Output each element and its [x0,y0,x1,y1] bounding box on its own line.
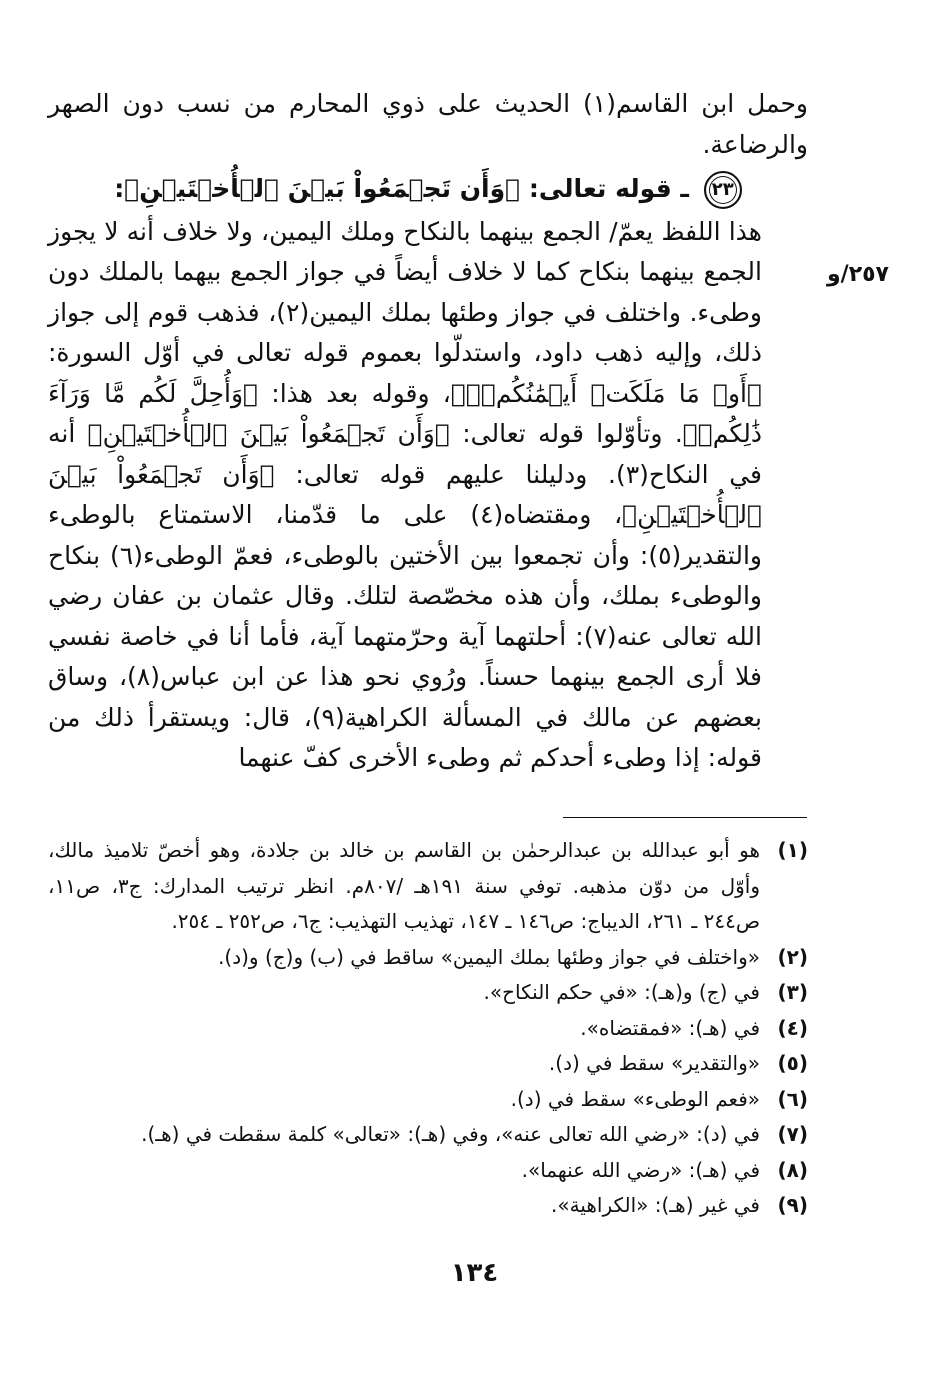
footnote-number: (٨) [777,1157,808,1182]
footnote-text: «والتقدير» سقط في (د). [548,1051,760,1075]
footnote-1 [48,833,808,940]
footnote-5 [48,1046,808,1082]
footnote-text: في (د): «رضي الله تعالى عنه»، وفي (هـ): «تعالى» كلمة سقطت في (هـ). [141,1122,760,1146]
footnote-text: «واختلف في جواز وطئها بملك اليمين» ساقط في (ب) و(ج) و(د). [218,944,760,969]
footnote-text: هو أبو عبدالله بن عبدالرحمٰن بن القاسم بن خالد بن جلادة، وهو أخصّ تلاميذ مالك، وأوّل من دوّن مذهبه. توفي سنة ١٩١هـ /٨٠٧م. انظر ترتيب المدارك: ج٣، ص١١، ص٢٤٤ ـ ٢٦١، الديباج: ص١٤٦ ـ ١٤٧، تهذيب التهذيب: ج٦، ص٢٥٢ ـ ٢٥٤. [48,838,760,933]
footnote-4 [48,1011,808,1047]
section-number-badge: ٢٣ [704,171,742,209]
footnote-text: في (هـ): «فمقتضاه». [580,1015,760,1040]
footnote-3 [48,975,808,1011]
footnote-number: (٣) [777,980,808,1004]
footnote-number: (٧) [777,1122,808,1146]
footnote-7 [48,1117,808,1153]
section-heading [48,169,808,210]
footnote-number: (٢) [777,944,808,969]
footnote-text: «فعم الوطىء» سقط في (د). [510,1086,760,1111]
footnote-6 [48,1082,808,1118]
footnote-9 [48,1188,808,1224]
paragraph-main: هذا اللفظ يعمّ/ الجمع بينهما بالنكاح وملك اليمين، ولا خلاف أنه لا يجوز الجمع بينهما بنكاح كما لا خلاف أيضاً في جواز الجمع بيهما بالملك دون وطىء. واختلف في جواز وطئها بملك اليمين(٢)، فذهب قوم إلى جواز ذلك، وإليه ذهب داود، واستدلّوا بعموم قوله تعالى في أوّل السورة: ﴿أَوۡ مَا مَلَكَتۡ أَيۡمَٰنُكُمۡۚ﴾، وقوله بعد هذا: ﴿وَأُحِلَّ لَكُم مَّا وَرَآءَ ذَٰلِكُمۡ﴾. وتأوّلوا قوله تعالى: ﴿وَأَن تَجۡمَعُواْ بَيۡنَ ٱلۡأُخۡتَيۡنِ﴾ أنه في النكاح(٣). ودليلنا عليهم قوله تعالى: ﴿وَأَن تَجۡمَعُواْ بَيۡنَ ٱلۡأُخۡتَيۡنِ﴾، ومقتضاه(٤) على ما قدّمنا، الاستمتاع بالوطىء والتقدير(٥): وأن تجمعوا بين الأختين بالوطىء، فعمّ الوطىء(٦) بنكاح والوطىء بملك، وأن هذه مخصّصة لتلك. وقال عثمان بن عفان رضي الله تعالى عنه(٧): أحلتهما آية وحرّمتهما آية، فأما أنا في خاصة نفسي فلا أرى الجمع بينهما حسناً. ورُوي نحو هذا عن ابن عباس(٨)، وساق بعضهم عن مالك في المسألة الكراهية(٩)، قال: ويستقرأ ذلك من قوله: إذا وطىء أحدكم ثم وطىء الأخرى كفّ عنهما [48,216,762,772]
footnote-8 [48,1153,808,1189]
footnote-number: (١) [777,838,808,862]
footnote-number: (٤) [777,1015,808,1040]
footnote-text: في (ج) و(هـ): «في حكم النكاح». [483,980,760,1004]
section-heading-text: ـ قوله تعالى: ﴿وَأَن تَجۡمَعُواْ بَيۡنَ ٱلۡأُخۡتَيۡنِ﴾: [114,174,689,203]
footnote-number: (٥) [777,1051,808,1075]
footnote-text: في غير (هـ): «الكراهية». [550,1193,760,1217]
main-text [48,84,808,779]
footnote-number: (٦) [777,1086,808,1111]
page-number: ١٣٤ [450,1258,499,1288]
footnote-number: (٩) [777,1193,808,1217]
margin-folio-note: ٢٥٧/و [826,262,889,287]
footnotes [48,833,808,1224]
paragraph-intro: وحمل ابن القاسم(١) الحديث على ذوي المحارم من نسب دون الصهر والرضاعة. [48,89,808,159]
footnote-separator [563,817,807,818]
footnote-text: في (هـ): «رضي الله عنهما». [521,1157,760,1182]
footnote-2 [48,940,808,976]
